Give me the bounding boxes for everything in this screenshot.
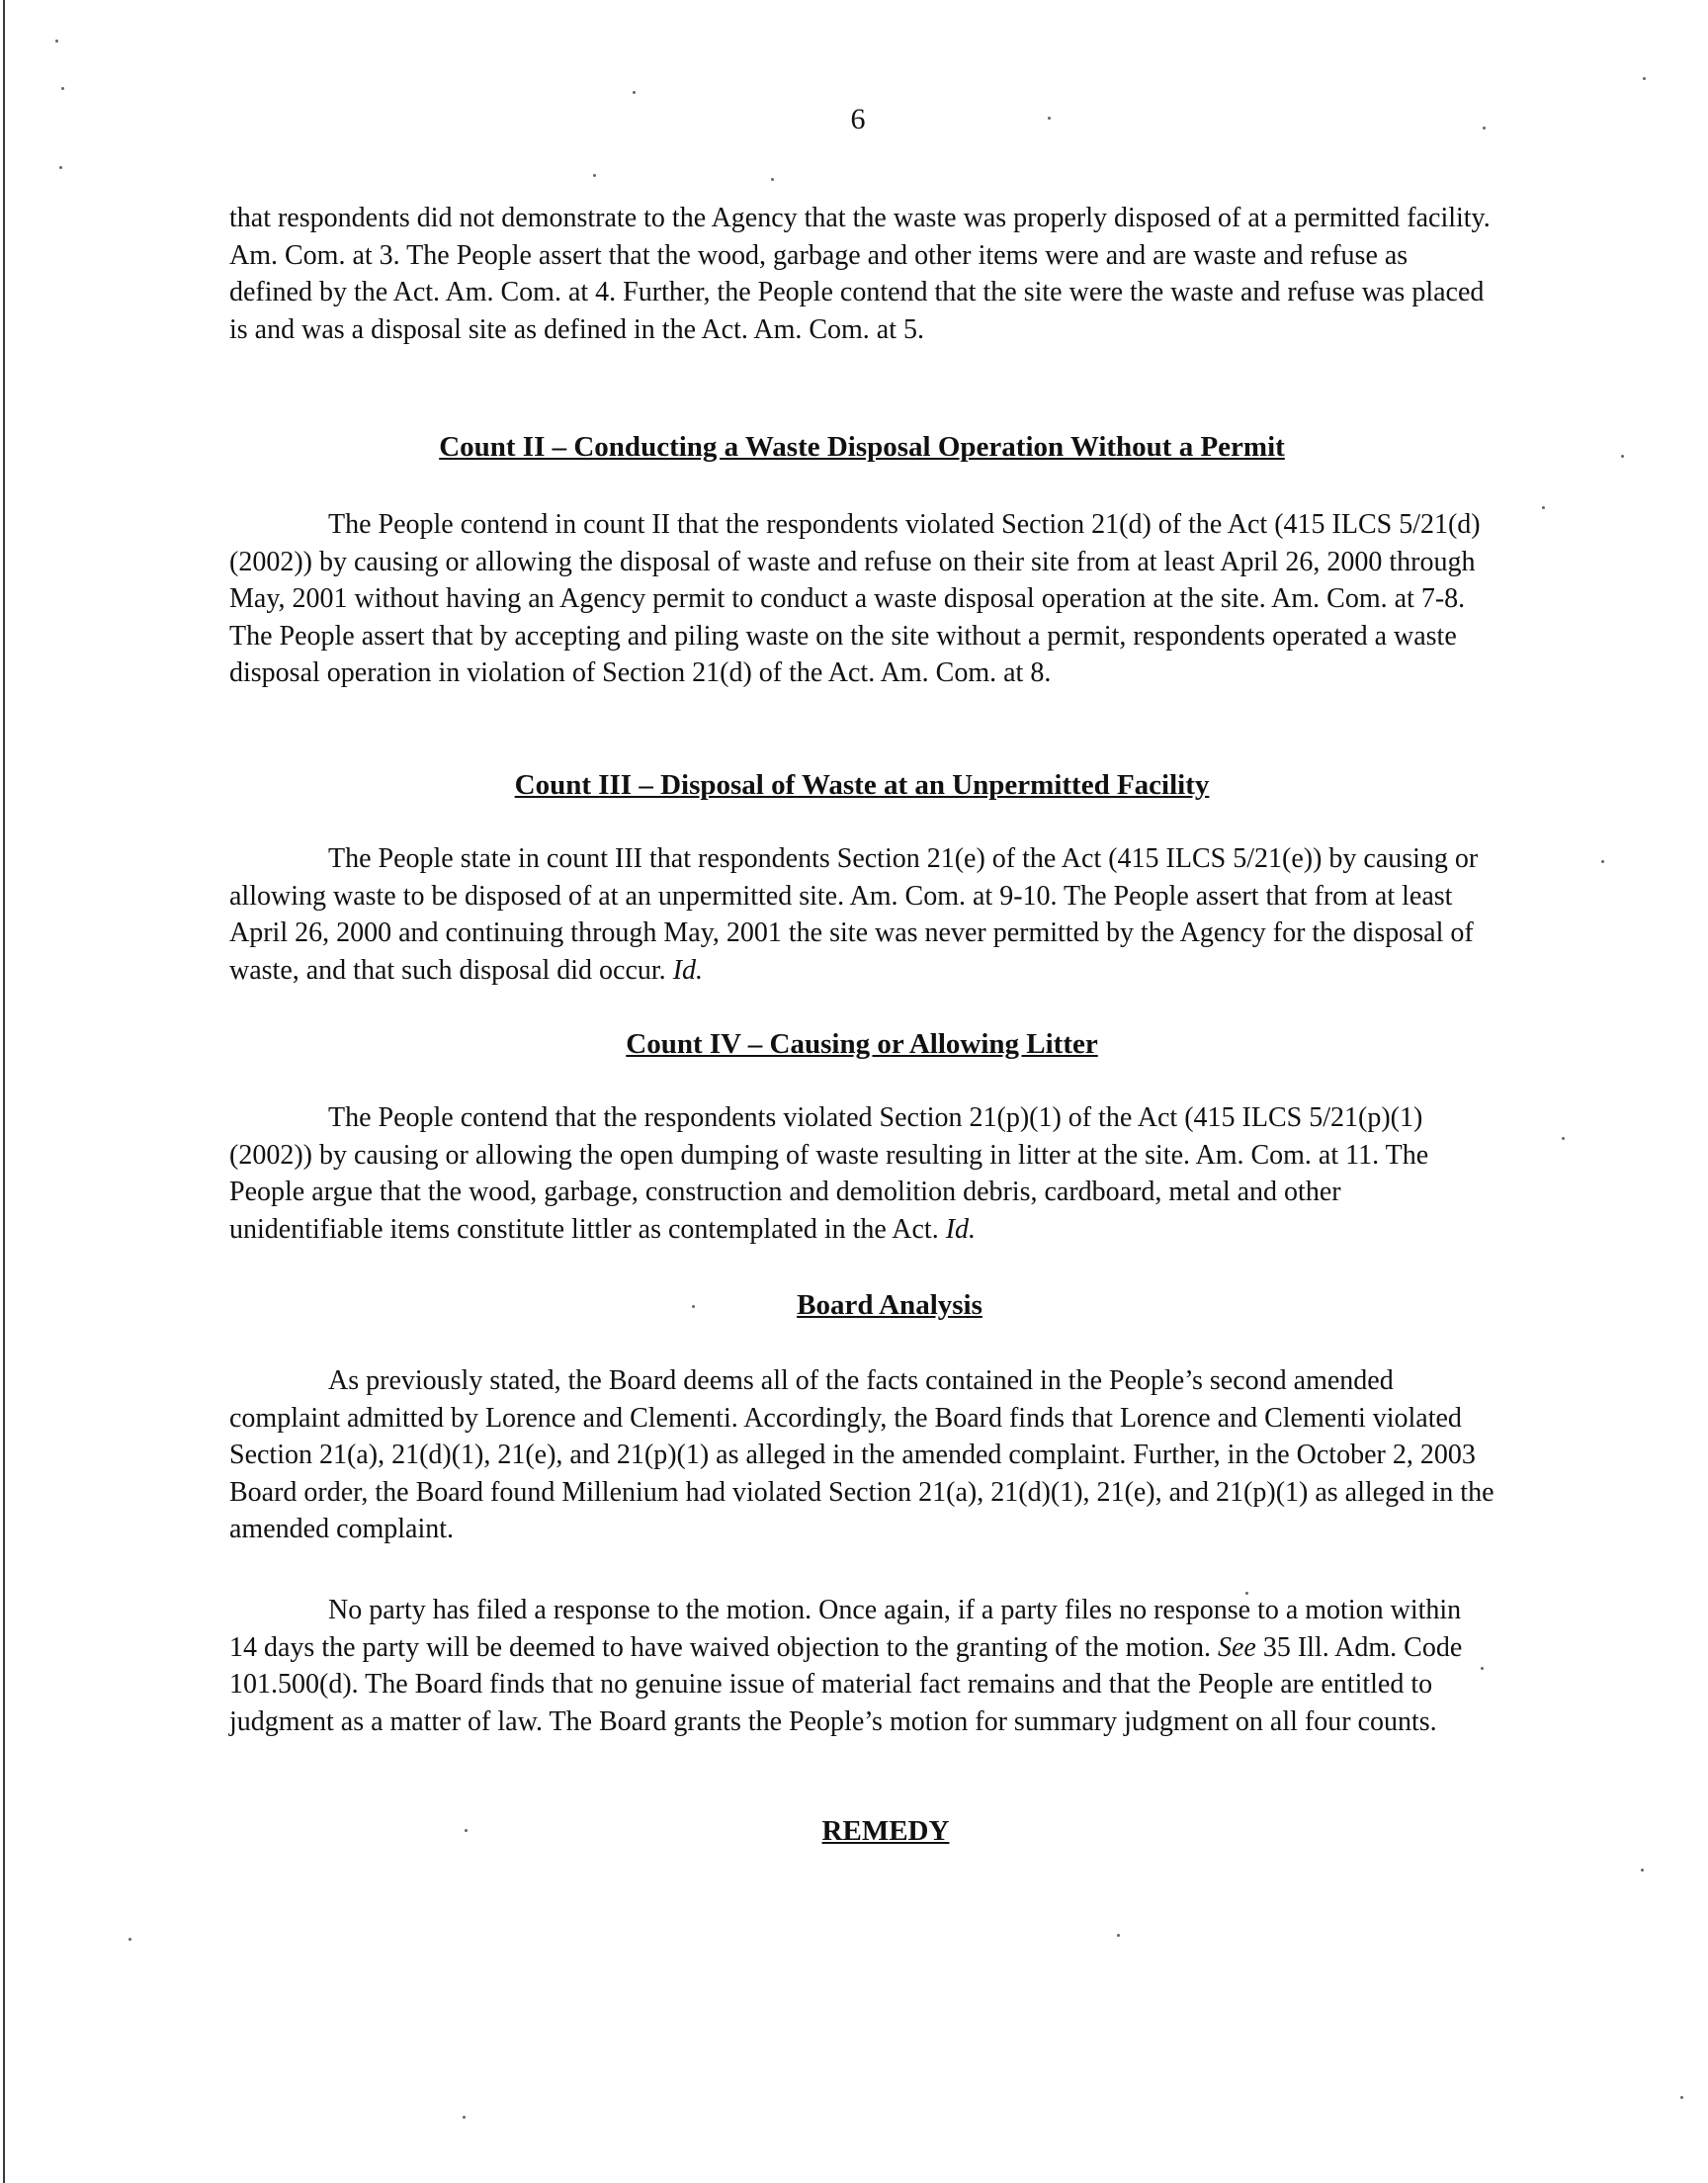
scan-speck	[1601, 860, 1604, 863]
analysis-paragraph-1: As previously stated, the Board deems all of the facts contained in the People’s second amended complaint admitted by Lorence and Clementi. Accordingly, the Board finds that Lorence and Clementi violated Section 21(a), 21(d)(1), 21(e), and 21(p)(1) as alleged in the amended complaint. Further, in the October 2, 2003 Board order, the Board found Millenium had violated Section 21(a), 21(d)(1), 21(e), and 21(p)(1) as alleged in the amended complaint.	[229, 1365, 1494, 1544]
scan-speck	[1483, 127, 1486, 130]
scan-speck	[1542, 506, 1545, 509]
scan-edge-line	[3, 0, 5, 2183]
scan-speck	[1643, 77, 1646, 80]
heading-board-analysis: Board Analysis	[797, 1289, 982, 1321]
scan-speck	[1117, 1934, 1120, 1937]
count-2-paragraph: The People contend in count II that the respondents violated Section 21(d) of the Act (415 ILCS 5/21(d) (2002)) by causing or allowing the disposal of waste and refuse on their site from at least April 26, 2000 through May, 2001 without having an Agency permit to conduct a waste disposal operation at the site. Am. Com. at 7-8. The People assert that by accepting and piling waste on the site without a permit, respondents operated a waste disposal operation in violation of Section 21(d) of the Act. Am. Com. at 8.	[229, 509, 1481, 688]
analysis-text-b: 35 Ill. Adm. Code 101.500(d). The Board finds that no genuine issue of material fact remains and that the People are entitled to judgment as a matter of law. The Board grants the People’s motion for summary judgment on all four counts.	[229, 1631, 1463, 1737]
analysis-text-a: No party has filed a response to the motion. Once again, if a party files no response to a motion within 14 days the party will be deemed to have waived objection to the granting of the motion.	[229, 1595, 1462, 1663]
intro-paragraph: that respondents did not demonstrate to the Agency that the waste was properly disposed of at a permitted facility. Am. Com. at 3. The People assert that the wood, garbage and other items were and are waste and refuse as defined by the Act. Am. Com. at 4. Further, the People contend that the site were the waste and refuse was placed is and was a disposal site as defined in the Act. Am. Com. at 5.	[229, 203, 1491, 345]
scan-speck	[1048, 117, 1051, 120]
scan-speck	[1641, 1869, 1644, 1872]
scan-speck	[771, 178, 774, 181]
count-3-text: The People state in count III that respondents Section 21(e) of the Act (415 ILCS 5/21(e)) by causing or allowing waste to be disposed of at an unpermitted site. Am. Com. at 9-10. The People assert that from at least April 26, 2000 and continuing through May, 2001 the site was never permitted by the Agency for the disposal of waste, and that such disposal did occur.	[229, 843, 1479, 986]
count-4-citation: Id.	[945, 1213, 977, 1245]
scan-speck	[59, 166, 62, 169]
heading-remedy: REMEDY	[821, 1815, 950, 1847]
heading-count-2: Count II – Conducting a Waste Disposal Operation Without a Permit	[439, 431, 1285, 463]
count-4-paragraph	[229, 1099, 1494, 1248]
scan-speck	[128, 1938, 131, 1941]
scan-speck	[55, 40, 58, 43]
heading-count-4: Count IV – Causing or Allowing Litter	[626, 1028, 1098, 1060]
count-3-citation: Id.	[672, 954, 704, 986]
see-signal: See	[1217, 1631, 1256, 1663]
scan-speck	[61, 87, 64, 90]
scan-speck	[1562, 1137, 1565, 1140]
page-number: 6	[850, 103, 866, 135]
count-3-paragraph	[229, 840, 1494, 989]
scan-speck	[1680, 2096, 1683, 2099]
count-4-text: The People contend that the respondents violated Section 21(p)(1) of the Act (415 ILCS 5/21(p)(1) (2002)) by causing or allowing the open dumping of waste resulting in litter at the site. Am. Com. at 11. The People argue that the wood, garbage, construction and demolition debris, cardboard, metal and other unidentifiable items constitute littler as contemplated in the Act.	[229, 1102, 1429, 1245]
scan-speck	[633, 91, 636, 94]
scan-speck	[593, 174, 596, 177]
heading-count-3: Count III – Disposal of Waste at an Unpermitted Facility	[514, 769, 1210, 801]
scan-speck	[463, 2116, 466, 2119]
analysis-paragraph-2	[229, 1592, 1494, 1740]
scan-speck	[1621, 455, 1624, 458]
